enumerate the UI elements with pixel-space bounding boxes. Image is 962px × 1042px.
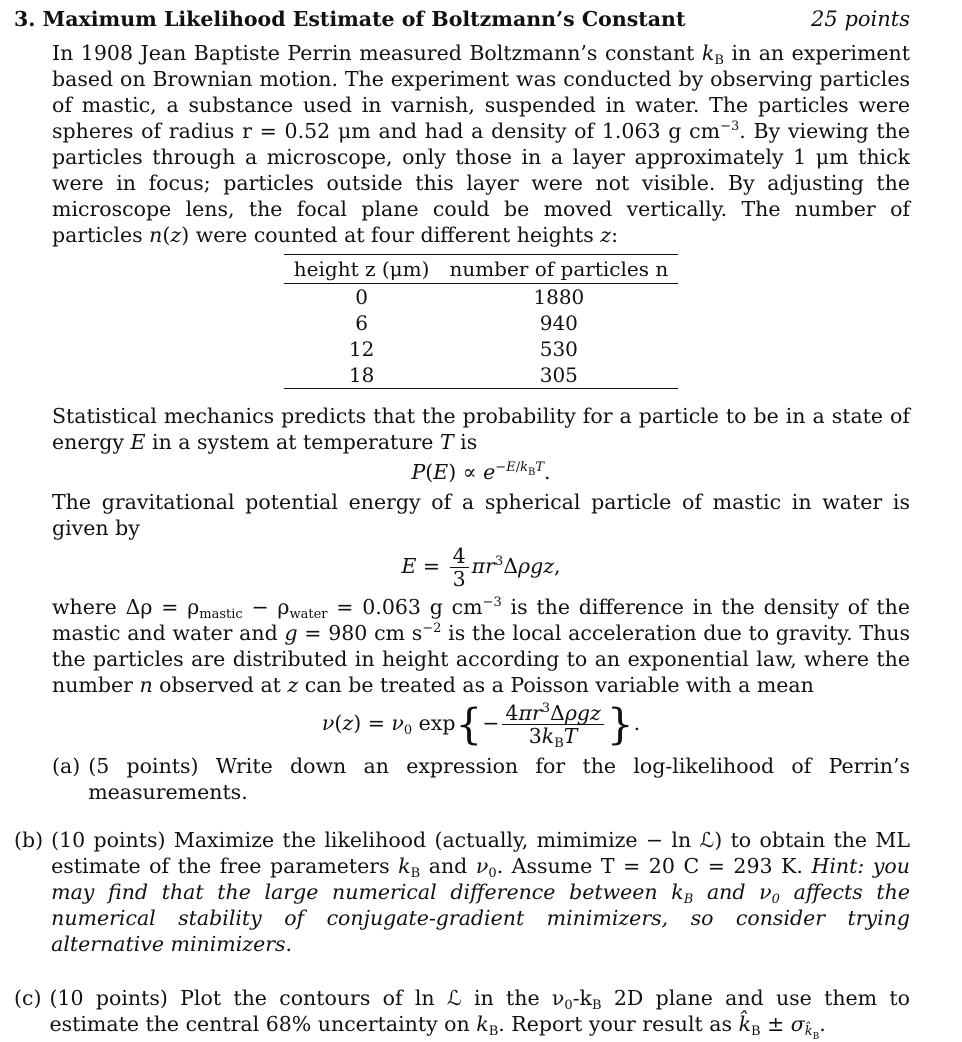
intro-text-2: in an experiment based on Brownian motion. The experiment was conducted by observing particles of mastic, a substance used in varnish, suspended in water. The particles were spheres of radius	[52, 41, 910, 143]
where-sub-2: water	[289, 607, 328, 622]
problem-body	[52, 40, 911, 751]
where-text-2: − ρ	[242, 595, 290, 619]
cell-height: 6	[355, 311, 368, 335]
poisson-mean-equation: $\nu(z) = \nu_0$ exp{− $\frac{4\pi r^3\Delta\rho gz}{3k_BT}$ }.	[321, 699, 641, 751]
part-c	[14, 985, 910, 1042]
stat-paragraph: Statistical mechanics predicts that the probability for a particle to be in a state of energy E in a system at temperature T is	[52, 404, 910, 454]
where-text-5: = 980 cm s	[297, 621, 423, 645]
measurement-table	[284, 254, 678, 389]
measurement-table-wrap	[52, 254, 910, 389]
cell-count: 1880	[533, 285, 585, 309]
col-height: height z (μm)	[284, 255, 440, 284]
cell-count: 940	[539, 311, 578, 335]
part-a	[52, 753, 910, 805]
intro-text-3: and had a density of 1.063 g cm	[378, 119, 721, 143]
where-text-7: observed at	[159, 673, 281, 697]
problem-points: 25 points	[811, 7, 910, 31]
where-sub-1: mastic	[199, 607, 243, 622]
table-row	[284, 310, 678, 336]
part-a-label: (a)	[52, 754, 81, 778]
where-text-4: is the difference in the density of the mastic and water and	[52, 595, 911, 645]
radius-value: r = 0.52 μm	[242, 119, 371, 143]
where-text-6: is the local acceleration due to gravity. Thus the particles are distributed in height according to an exponential law, where the number	[52, 621, 910, 697]
intro-text-1: In 1908 Jean Baptiste Perrin measured Boltzmann’s constant	[52, 41, 695, 65]
part-a-text: (5 points) Write down an expression for the log-likelihood of Perrin’s measurements.	[88, 754, 910, 804]
energy-equation: E = $\frac{4}{3}$ $\pi r^3\Delta\rho gz$,	[401, 544, 561, 591]
cell-count: 305	[439, 362, 678, 389]
where-text-1: where Δρ = ρ	[52, 595, 200, 619]
stat-text-1: Statistical mechanics predicts that the probability for a particle to be in a state of energy	[52, 404, 910, 454]
cell-height: 12	[348, 337, 375, 361]
table-row	[284, 336, 678, 362]
grav-text-1: The gravitational potential energy of a spherical particle of mastic in water is given by	[52, 490, 910, 540]
boltzmann-equation: $P(E) \propto e^{-E/k_BT}$.	[411, 460, 551, 484]
intro-text-5: were counted at four different heights	[195, 223, 594, 247]
problem-title: 3. Maximum Likelihood Estimate of Boltzmann’s Constant	[14, 7, 686, 31]
cell-height: 0	[355, 285, 368, 309]
where-paragraph: where $\Delta\rho = \rho_{mastic} - \rho_{water} = 0.063$ g $cm^{-3}$ is the difference in the density of the mastic and water and g = 980 cm $s^{-2}$ is the local acceleration due to gravity. Thus the particles are distributed in height according to an exponential law, where the number n observed at z can be treated as a Poisson variable with a mean	[52, 595, 911, 697]
where-text-3: = 0.063 g cm	[327, 595, 483, 619]
problem-page	[14, 6, 911, 1042]
part-c-label: (c)	[14, 986, 42, 1010]
table-row	[284, 284, 678, 311]
stat-text-2: in a system at temperature	[152, 430, 434, 454]
where-text-8: can be treated as a Poisson variable with a mean	[304, 673, 814, 697]
part-b-text: (10 points) Maximize the likelihood (actually, mimimize − ln ℒ) to obtain the ML estimate of the free parameters $k_B$ and $\nu_0$. Assume T = 20 C = 293 K. Hint: you may find that the large numerical difference between $k_B$ and $\nu_0$ affects the numerical stability of conjugate-gradient minimizers, so consider trying alternative minimizers.	[51, 828, 910, 956]
stat-text-3: is	[460, 430, 478, 454]
cell-count: 530	[539, 337, 578, 361]
part-c-text: (10 points) Plot the contours of ln ℒ in the $\nu_0-k_B$ 2D plane and use them to estimate the central 68% uncertainty on $k_B$. Report your result as $k̂_B \pm \sigma_{k̂_B}$.	[49, 986, 910, 1042]
col-count: number of particles n	[439, 255, 678, 284]
intro-paragraph: In 1908 Jean Baptiste Perrin measured Boltzmann’s constant $k_B$ in an experiment based on Brownian motion. The experiment was conducted by observing particles of mastic, a substance used in varnish, suspended in water. The particles were spheres of radius r = 0.52 μm and had a density of 1.063 g $cm^{-3}$. By viewing the particles through a microscope, only those in a layer approximately 1 μm thick were in focus; particles outside this layer were not visible. By adjusting the microscope lens, the focal plane could be moved vertically. The number of particles n(z) were counted at four different heights z:	[52, 41, 910, 247]
grav-paragraph	[52, 489, 910, 541]
part-b	[14, 827, 910, 957]
intro-text-4: . By viewing the particles through a microscope, only those in a layer approximately 1 μm thick were in focus; particles outside this layer were not visible. By adjusting the microscope lens, the focal plane could be moved vertically. The number of particles	[52, 119, 910, 247]
table-row	[284, 362, 678, 389]
problem-heading	[14, 6, 910, 36]
cell-height: 18	[284, 362, 440, 389]
part-b-label: (b)	[14, 828, 44, 852]
part-b-hint: Hint: you may find that the large numerical difference between $k_B$ and $\nu_0$ affects the numerical stability of conjugate-gradient minimizers, so consider trying alternative minimizers.	[51, 854, 910, 956]
